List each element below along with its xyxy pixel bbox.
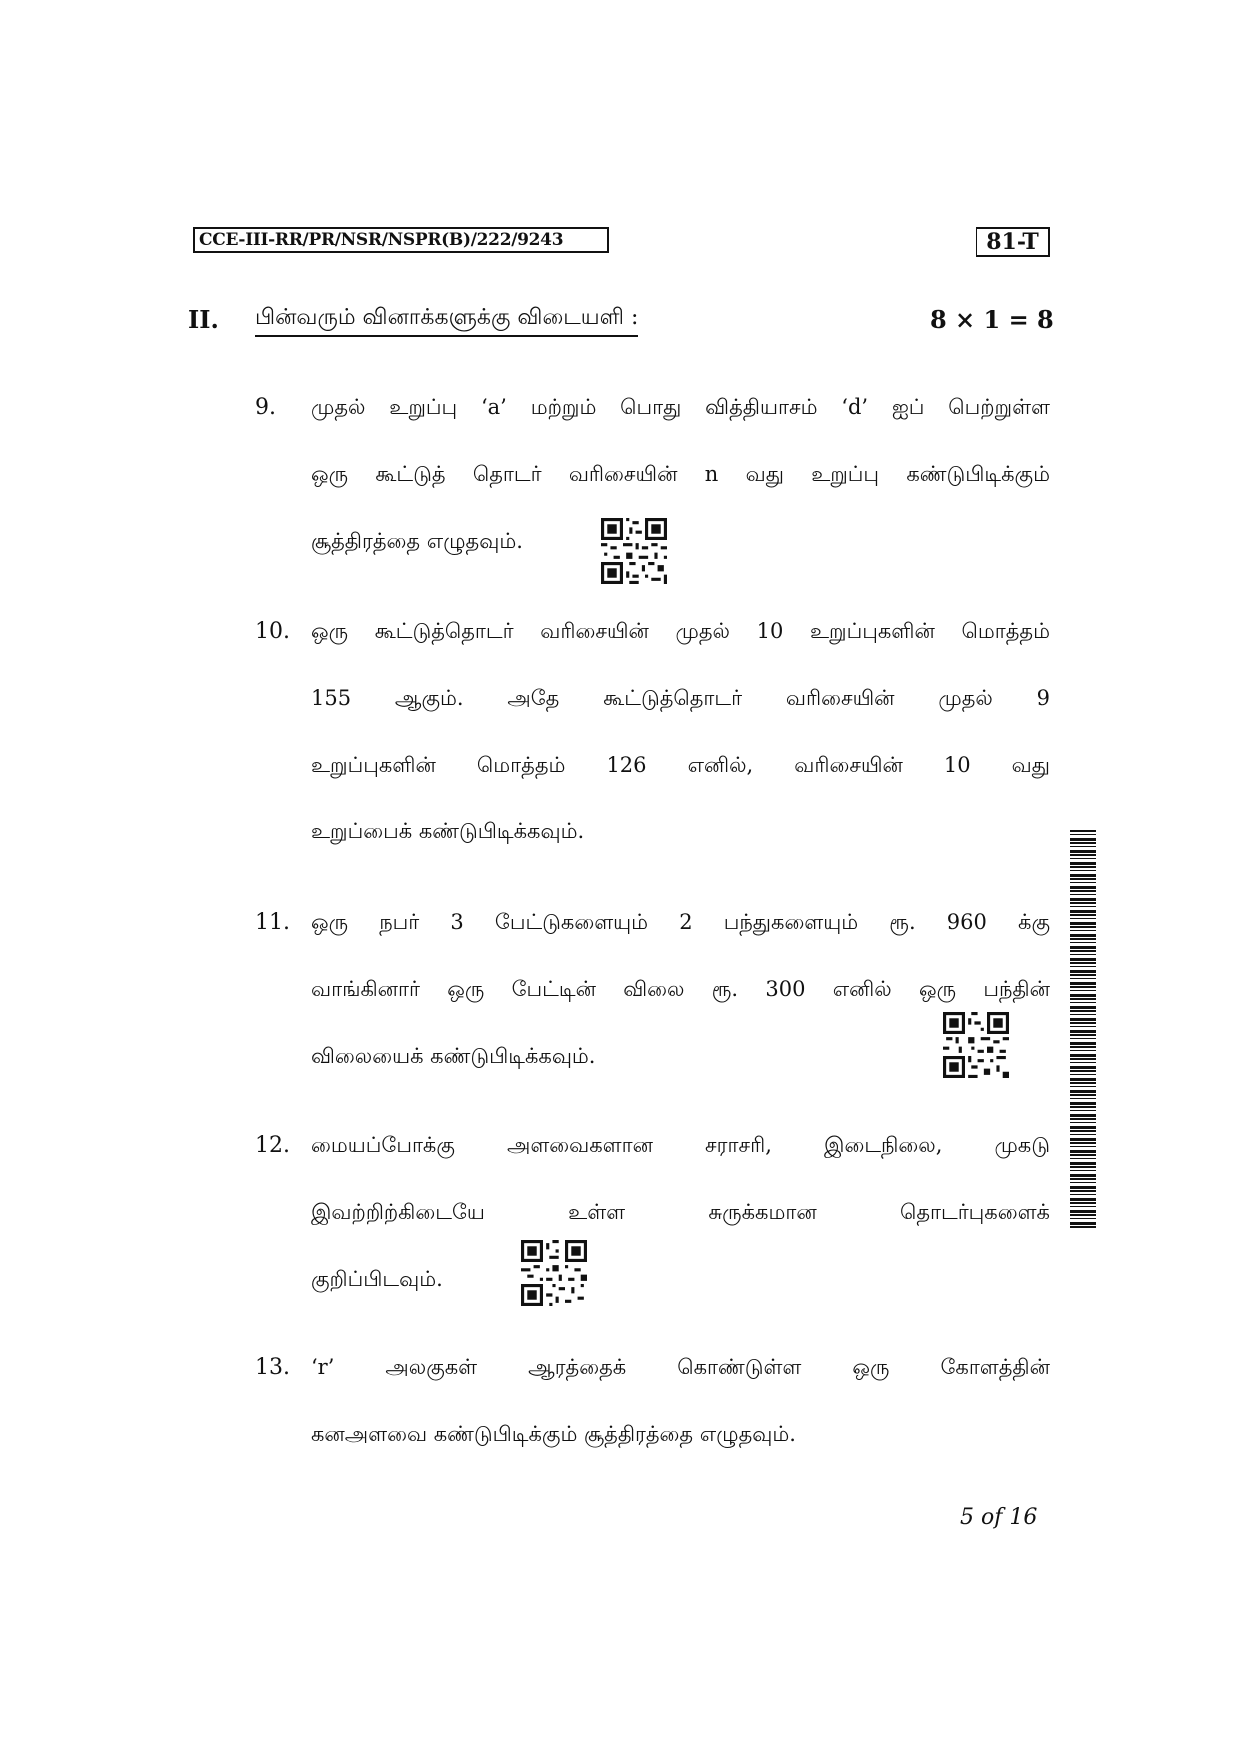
section-title: பின்வரும் வினாக்களுக்கு விடையளி :: [255, 305, 638, 337]
question-line: உறுப்புகளின் மொத்தம் 126 எனில், வரிசையின் 10 வது: [311, 753, 1050, 777]
question-line: இவற்றிற்கிடையே உள்ள சுருக்கமான தொடர்புகளைக்: [311, 1200, 1050, 1224]
question-line: விலையைக் கண்டுபிடிக்கவும்.: [311, 1044, 596, 1068]
question-line: வாங்கினார் ஒரு பேட்டின் விலை ரூ. 300 எனில் ஒரு பந்தின்: [311, 977, 1050, 1001]
question-number: 12.: [255, 1133, 290, 1158]
section-number: II.: [188, 305, 219, 334]
question-line: கனஅளவை கண்டுபிடிக்கும் சூத்திரத்தை எழுதவும்.: [311, 1422, 796, 1446]
question-line: மையப்போக்கு அளவைகளான சராசரி, இடைநிலை, முகடு: [311, 1133, 1050, 1157]
question-line: சூத்திரத்தை எழுதவும்.: [311, 529, 523, 553]
question-number: 9.: [255, 395, 276, 420]
question-number: 10.: [255, 619, 290, 644]
exam-code: CCE-III-RR/PR/NSR/NSPR(B)/222/9243: [193, 227, 609, 253]
question-line: ஒரு நபர் 3 பேட்டுகளையும் 2 பந்துகளையும் ரூ. 960 க்கு: [311, 910, 1050, 934]
question-line: ‘r’ அலகுகள் ஆரத்தைக் கொண்டுள்ள ஒரு கோளத்தின்: [311, 1355, 1050, 1379]
barcode: [1070, 830, 1096, 1230]
qr-code-icon: [601, 518, 667, 584]
qr-code-icon: [521, 1240, 587, 1306]
question-line: குறிப்பிடவும்.: [311, 1267, 443, 1291]
question-line: ஒரு கூட்டுத்தொடர் வரிசையின் முதல் 10 உறுப்புகளின் மொத்தம்: [311, 619, 1050, 643]
section-marks: 8 × 1 = 8: [930, 305, 1054, 334]
qr-code-icon: [943, 1012, 1009, 1078]
question-line: 155 ஆகும். அதே கூட்டுத்தொடர் வரிசையின் முதல் 9: [311, 686, 1050, 710]
page-number: 5 of 16: [960, 1505, 1038, 1530]
question-line: ஒரு கூட்டுத் தொடர் வரிசையின் n வது உறுப்பு கண்டுபிடிக்கும்: [311, 462, 1050, 486]
question-line: முதல் உறுப்பு ‘a’ மற்றும் பொது வித்தியாசம் ‘d’ ஐப் பெற்றுள்ள: [311, 395, 1050, 419]
question-line: உறுப்பைக் கண்டுபிடிக்கவும்.: [311, 819, 585, 843]
question-number: 13.: [255, 1355, 290, 1380]
question-number: 11.: [255, 910, 290, 935]
paper-code: 81-T: [976, 227, 1050, 257]
